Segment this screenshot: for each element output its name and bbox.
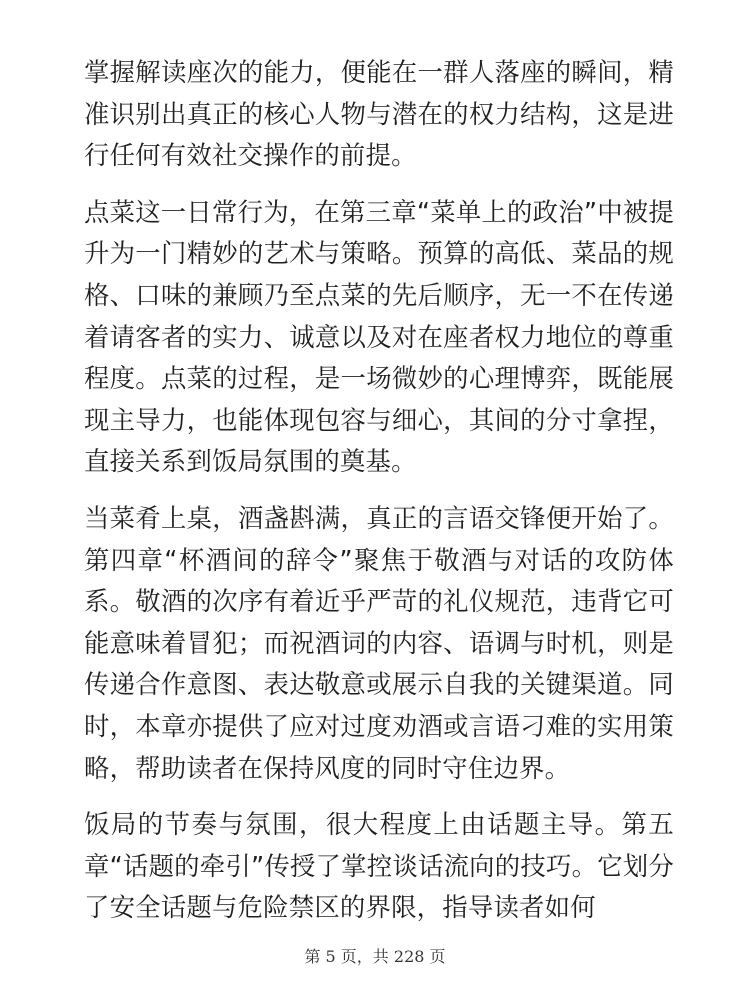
paragraph-chapter-three-ordering: 点菜这一日常行为，在第三章“菜单上的政治”中被提升为一门精妙的艺术与策略。预算的高低、菜品的规格、口味的兼顾乃至点菜的先后顺序，无一不在传递着请客者的实力、诚意以及对在座者权力地位的尊重程度。点菜的过程，是一场微妙的心理博弈，既能展现主导力，也能体现包容与细心，其间的分寸拿捏，直接关系到饭局氛围的奠基。 xyxy=(84,196,674,477)
page-number-footer: 第 5 页，共 228 页 xyxy=(304,947,446,966)
document-body xyxy=(84,52,674,929)
paragraph-chapter-five-topics: 饭局的节奏与氛围，很大程度上由话题主导。第五章“话题的牵引”传授了掌控谈话流向的技巧。它划分了安全话题与危险禁区的界限，指导读者如何 xyxy=(84,809,674,923)
paragraph-chapter-four-toasting: 当菜肴上桌，酒盏斟满，真正的言语交锋便开始了。第四章“杯酒间的辞令”聚焦于敬酒与对话的攻防体系。敬酒的次序有着近乎严苛的礼仪规范，违背它可能意味着冒犯；而祝酒词的内容、语调与时机，则是传递合作意图、表达敬意或展示自我的关键渠道。同时，本章亦提供了应对过度劝酒或言语刁难的实用策略，帮助读者在保持风度的同时守住边界。 xyxy=(84,502,674,783)
paragraph-seating-ability: 掌握解读座次的能力，便能在一群人落座的瞬间，精准识别出真正的核心人物与潜在的权力结构，这是进行任何有效社交操作的前提。 xyxy=(84,57,674,171)
